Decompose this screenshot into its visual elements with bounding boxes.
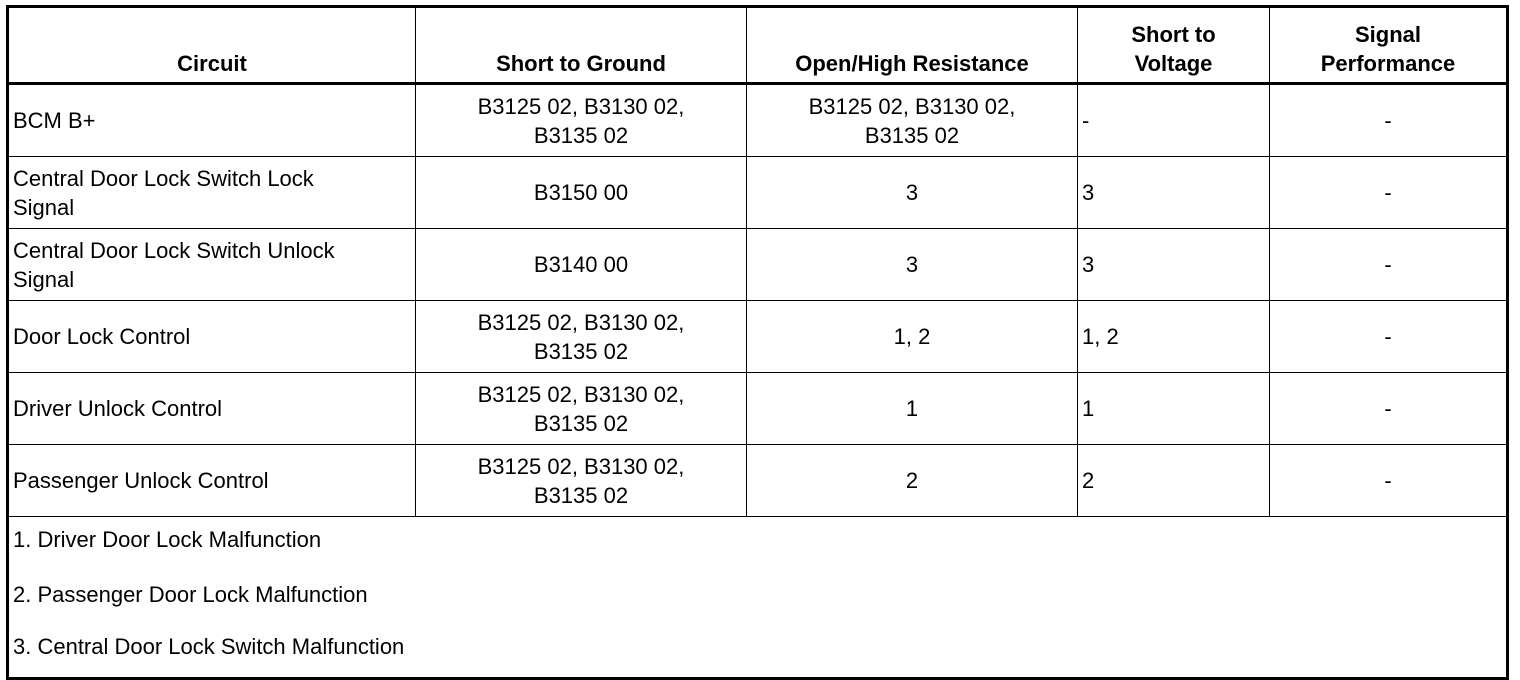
- header-open-high-resistance: Open/High Resistance: [747, 7, 1078, 84]
- circuit-cell: Door Lock Control: [8, 301, 416, 373]
- open-high-resistance-cell: B3125 02, B3130 02, B3135 02: [747, 84, 1078, 157]
- header-signal-performance: Signal Performance: [1270, 7, 1508, 84]
- short-to-voltage-cell: -: [1078, 84, 1270, 157]
- short-to-voltage-cell: 1, 2: [1078, 301, 1270, 373]
- header-short-to-voltage: Short to Voltage: [1078, 7, 1270, 84]
- signal-performance-cell: -: [1270, 445, 1508, 517]
- signal-performance-cell: -: [1270, 157, 1508, 229]
- short-to-ground-cell: B3125 02, B3130 02, B3135 02: [416, 301, 747, 373]
- short-to-voltage-cell: 2: [1078, 445, 1270, 517]
- header-short-to-ground: Short to Ground: [416, 7, 747, 84]
- table-row: [8, 301, 1508, 373]
- table-row: [8, 229, 1508, 301]
- notes-row: [8, 517, 1508, 679]
- circuit-cell: Central Door Lock Switch Lock Signal: [8, 157, 416, 229]
- header-row: [8, 7, 1508, 84]
- circuit-cell: BCM B+: [8, 84, 416, 157]
- dtc-circuit-table: [6, 5, 1509, 680]
- table-row: [8, 373, 1508, 445]
- circuit-cell: Driver Unlock Control: [8, 373, 416, 445]
- open-high-resistance-cell: 2: [747, 445, 1078, 517]
- signal-performance-cell: -: [1270, 84, 1508, 157]
- note-3: 3. Central Door Lock Switch Malfunction: [13, 634, 405, 659]
- signal-performance-cell: -: [1270, 373, 1508, 445]
- open-high-resistance-cell: 3: [747, 157, 1078, 229]
- signal-performance-cell: -: [1270, 301, 1508, 373]
- short-to-ground-cell: B3140 00: [416, 229, 747, 301]
- short-to-ground-cell: B3125 02, B3130 02, B3135 02: [416, 445, 747, 517]
- short-to-voltage-cell: 3: [1078, 229, 1270, 301]
- circuit-cell: Passenger Unlock Control: [8, 445, 416, 517]
- header-circuit: Circuit: [8, 7, 416, 84]
- note-2: 2. Passenger Door Lock Malfunction: [13, 582, 368, 607]
- short-to-ground-cell: B3125 02, B3130 02, B3135 02: [416, 373, 747, 445]
- open-high-resistance-cell: 1: [747, 373, 1078, 445]
- short-to-ground-cell: B3125 02, B3130 02, B3135 02: [416, 84, 747, 157]
- note-1: 1. Driver Door Lock Malfunction: [13, 527, 322, 552]
- notes-cell: [8, 517, 1508, 679]
- open-high-resistance-cell: 3: [747, 229, 1078, 301]
- table-row: [8, 157, 1508, 229]
- short-to-voltage-cell: 3: [1078, 157, 1270, 229]
- table-row: [8, 445, 1508, 517]
- short-to-voltage-cell: 1: [1078, 373, 1270, 445]
- table-row: [8, 84, 1508, 157]
- short-to-ground-cell: B3150 00: [416, 157, 747, 229]
- signal-performance-cell: -: [1270, 229, 1508, 301]
- circuit-cell: Central Door Lock Switch Unlock Signal: [8, 229, 416, 301]
- open-high-resistance-cell: 1, 2: [747, 301, 1078, 373]
